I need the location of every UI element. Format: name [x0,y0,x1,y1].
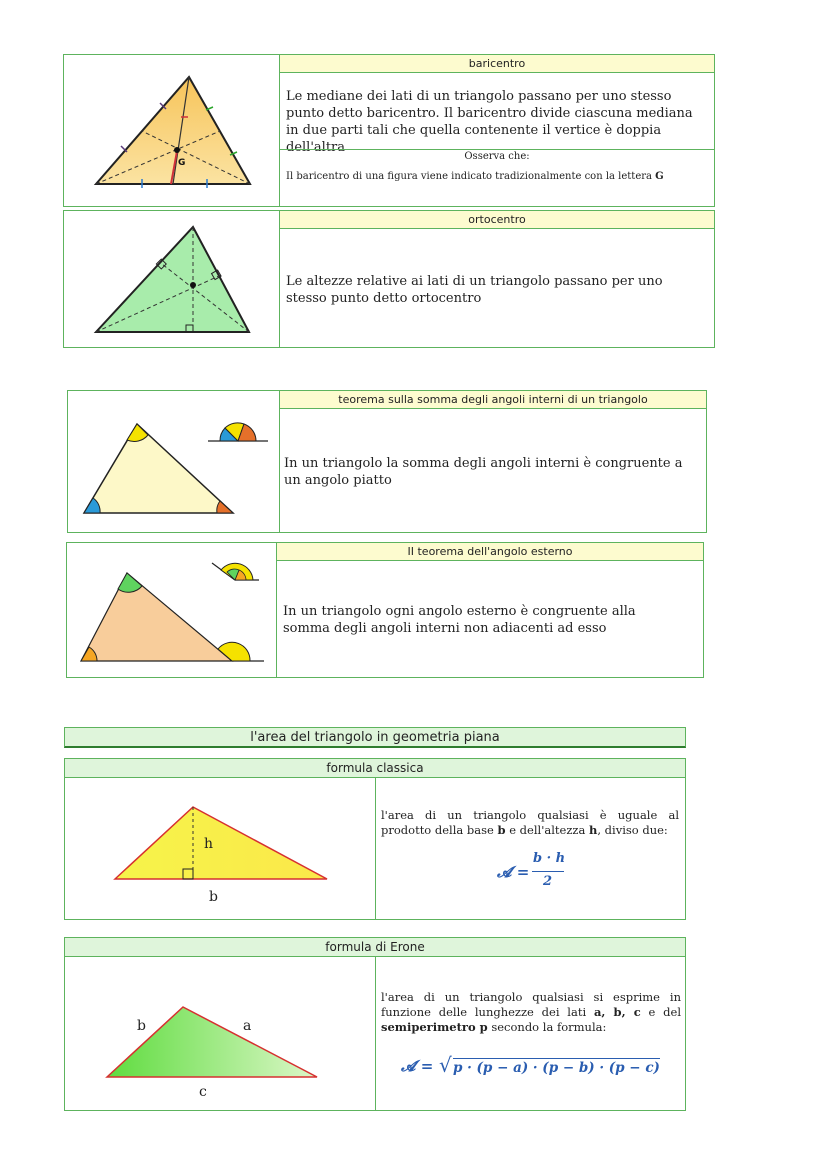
classica-title: formula classica [64,758,686,778]
classica-text-a: l'area di un triangolo qualsiasi è uguale al prodotto della base [381,808,679,837]
classica-text-mid: e dell'altezza [505,823,589,837]
label-g: G [178,158,186,168]
baricentro-figure [64,55,280,206]
label-side-a: a [243,1018,252,1034]
classica-formula-lhs: 𝓐 = [497,863,530,881]
label-side-c: c [199,1084,207,1100]
somma-angoli-title: teorema sulla somma degli angoli interni di un triangolo [280,391,706,409]
angolo-esterno-text: In un triangolo ogni angolo esterno è congruente alla somma degli angoli interni non adiacenti ad esso [283,604,636,636]
somma-angoli-text: In un triangolo la somma degli angoli interni è congruente a un angolo piatto [284,456,683,488]
baricentro-separator [280,149,714,150]
erone-formula-sqrt: √ [439,1053,452,1077]
erone-divider [375,956,376,1110]
label-h: h [204,836,214,852]
erone-text-mid: e del [640,1005,682,1019]
erone-formula [401,1054,671,1080]
baricentro-box [63,54,715,207]
label-b: b [209,889,218,905]
baricentro-text: Le mediane dei lati di un triangolo passano per uno stesso punto detto baricentro. Il baricentro divide ciascuna mediana in due parti tali che quella contenente il vertice è doppia dell'altra [286,89,693,155]
erone-title: formula di Erone [64,937,686,957]
classica-divider [375,777,376,919]
classica-formula [497,851,617,893]
classica-triangle [115,807,327,879]
erone-text-sides: a, b, c [593,1005,641,1019]
ortocentro-triangle [96,227,249,332]
erone-body [64,956,686,1111]
classica-formula-num: b · h [533,851,566,866]
classica-text [381,808,679,838]
erone-formula-root: p · (p − a) · (p − b) · (p − c) [453,1060,660,1076]
area-title: l'area del triangolo in geometria piana [64,727,686,748]
baricentro-observe: Osserva che: [464,151,530,162]
erone-formula-lhs: 𝓐 = [401,1057,434,1075]
baricentro-note-text: Il baricentro di una figura viene indicato tradizionalmente con la lettera [286,171,656,182]
classica-formula-bar [532,871,564,872]
classica-body [64,777,686,920]
ortocentro-title: ortocentro [280,211,714,229]
somma-triangle [84,424,233,513]
esterno-triangle [81,573,232,661]
somma-angoli-figure [68,391,280,532]
baricentro-note-letter: G [655,171,664,182]
erone-text-end: secondo la formula: [487,1020,607,1034]
ortocentro-text: Le altezze relative ai lati di un triangolo passano per uno stesso punto detto ortocentro [286,274,663,306]
erone-text-a: l'area di un triangolo qualsiasi si esprime in funzione delle lunghezze dei lati [381,990,681,1019]
ortocentro-figure [64,211,280,347]
erone-text-semi: semiperimetro p [381,1020,488,1034]
ortocentro-box [63,210,715,348]
classica-text-b: b [497,823,506,837]
classica-formula-den: 2 [543,874,553,889]
baricentro-title: baricentro [280,55,714,73]
somma-angoli-box [67,390,707,533]
angolo-esterno-box [66,542,704,678]
erone-text [381,990,681,1035]
classica-figure [65,777,365,918]
angolo-esterno-figure [67,543,277,677]
classica-text-end: , diviso due: [597,823,668,837]
erone-figure [65,956,365,1109]
label-side-b: b [137,1018,146,1034]
baricentro-note [286,171,664,182]
angolo-esterno-title: II teorema dell'angolo esterno [277,543,703,561]
classica-text-h: h [588,823,598,837]
